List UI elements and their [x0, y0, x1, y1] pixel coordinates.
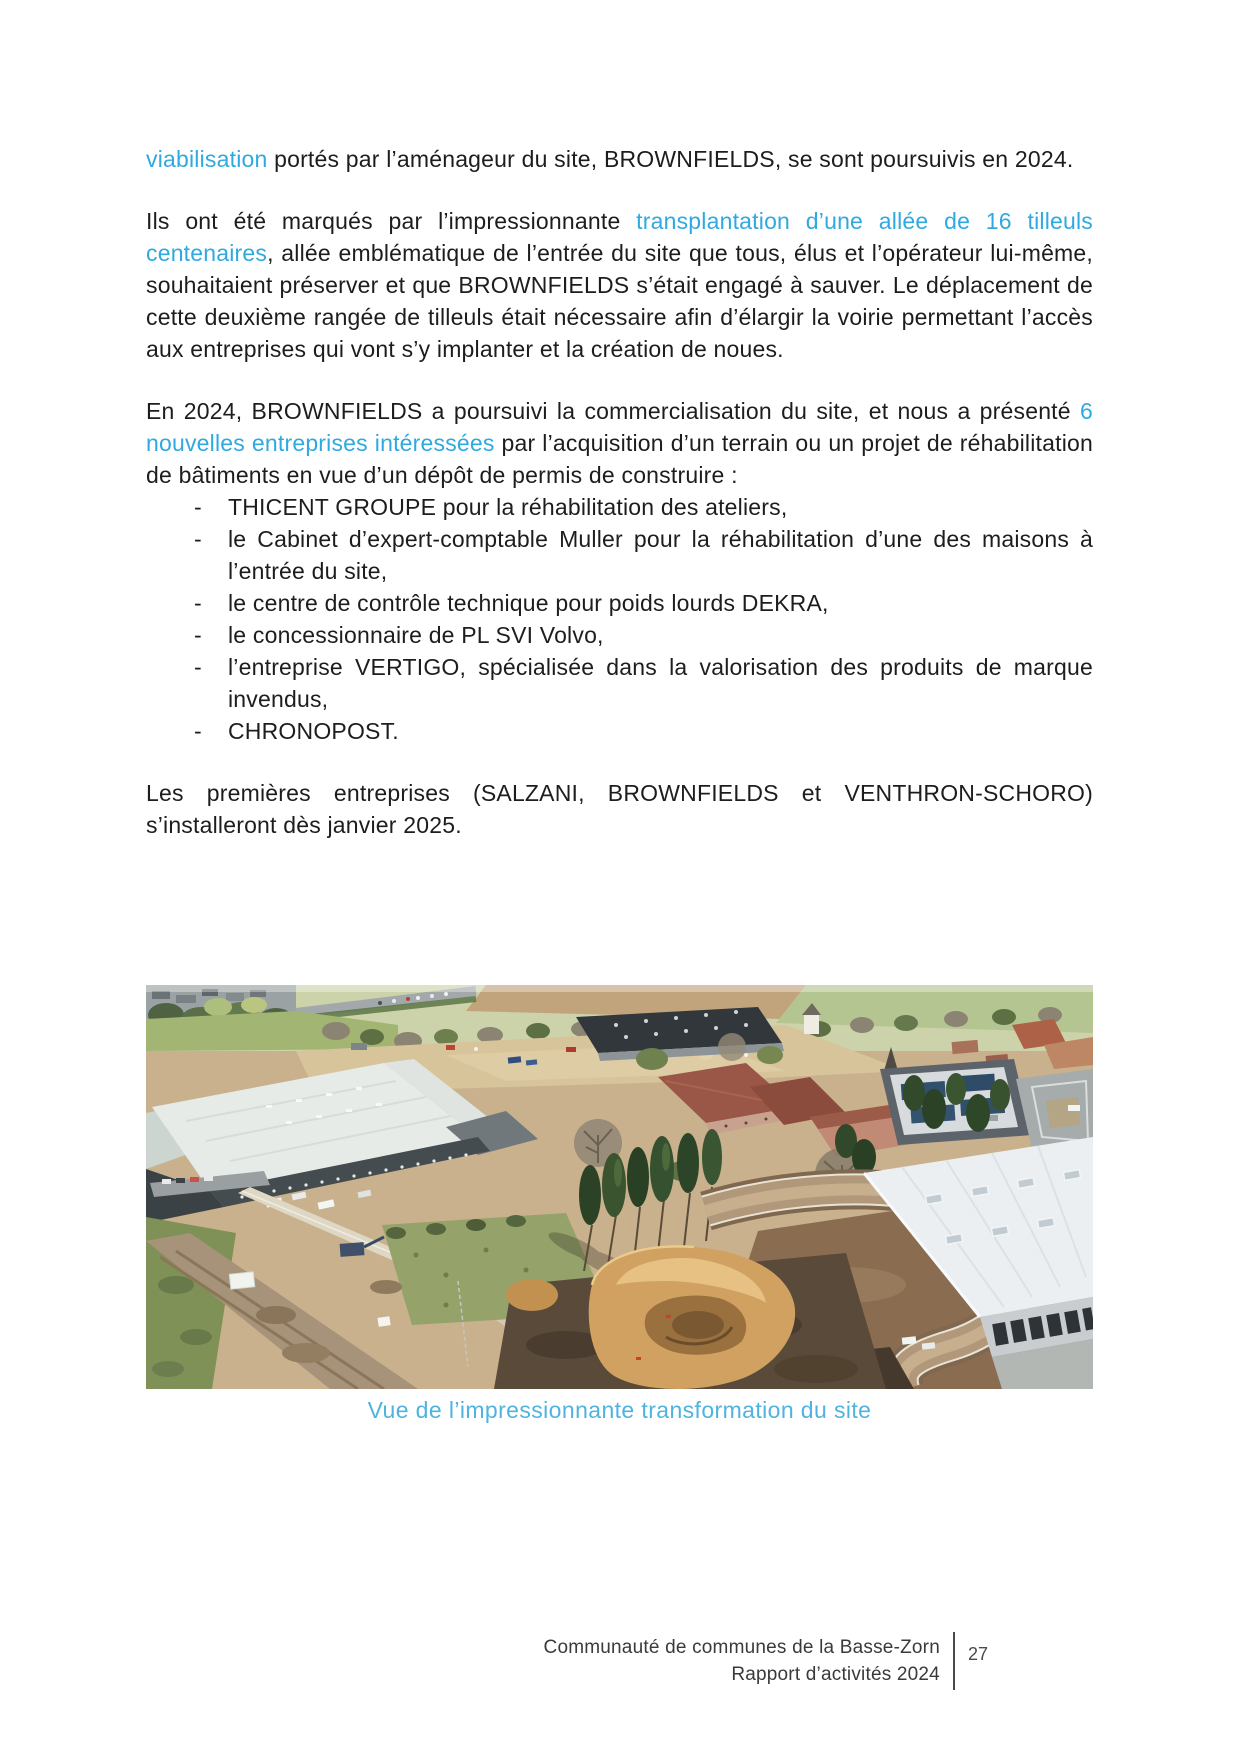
- list-item: - THICENT GROUPE pour la réhabilitation des ateliers,: [146, 491, 1093, 523]
- body-text: Ils ont été marqués par l’impressionnante: [146, 208, 637, 234]
- photo-caption: Vue de l’impressionnante transformation du site: [367, 1397, 872, 1423]
- aerial-photo-figure: [146, 985, 1093, 1424]
- footer-org-line1: Communauté de communes de la Basse-Zorn: [543, 1637, 940, 1658]
- highlight-text: viabilisation: [146, 146, 268, 172]
- aerial-photo: [146, 985, 1093, 1389]
- body-content: [146, 143, 1093, 871]
- body-text: par l’acquisition d’un terrain ou un projet de réhabilitation de bâtiments en vue d’un dépôt de permis de construire :: [146, 430, 1093, 488]
- paragraph: [146, 395, 1093, 491]
- highlight-text: 6 nouvelles entreprises intéressées: [146, 398, 1093, 456]
- bullet-list: [146, 491, 1093, 747]
- body-text: , allée emblématique de l’entrée du site que tous, élus et l’opérateur lui-même, souhaitaient préserver et que BROWNFIELDS s’était engagé à sauver. Le déplacement de cette deuxième rangée de tilleuls était nécessaire afin d’élargir la voirie permettant l’accès aux entreprises qui vont s’y implanter et la création de noues.: [146, 240, 1093, 362]
- list-item: - le centre de contrôle technique pour poids lourds DEKRA,: [146, 587, 1093, 619]
- body-text: Les premières entreprises (SALZANI, BROWNFIELDS et VENTHRON-SCHORO) s’installeront dès janvier 2025.: [146, 780, 1093, 838]
- list-item: - le Cabinet d’expert-comptable Muller pour la réhabilitation d’une des maisons à l’entrée du site,: [146, 523, 1093, 587]
- paragraph: [146, 143, 1093, 175]
- page-number: 27: [967, 1643, 988, 1664]
- list-item: - CHRONOPOST.: [146, 715, 1093, 747]
- footer-divider: [953, 1632, 955, 1690]
- list-item: - le concessionnaire de PL SVI Volvo,: [146, 619, 1093, 651]
- list-item: - l’entreprise VERTIGO, spécialisée dans la valorisation des produits de marque invendus,: [146, 651, 1093, 715]
- footer-org-line2: Rapport d’activités 2024: [731, 1664, 940, 1685]
- body-text: En 2024, BROWNFIELDS a poursuivi la commercialisation du site, et nous a présenté: [146, 398, 1080, 424]
- paragraph: [146, 205, 1093, 365]
- footer-text: [544, 1634, 940, 1688]
- paragraph: [146, 777, 1093, 841]
- footer: [544, 1632, 988, 1690]
- highlight-text: transplantation d’une allée de 16 tilleuls centenaires: [146, 208, 1093, 266]
- body-text: portés par l’aménageur du site, BROWNFIELDS, se sont poursuivis en 2024.: [267, 146, 1074, 172]
